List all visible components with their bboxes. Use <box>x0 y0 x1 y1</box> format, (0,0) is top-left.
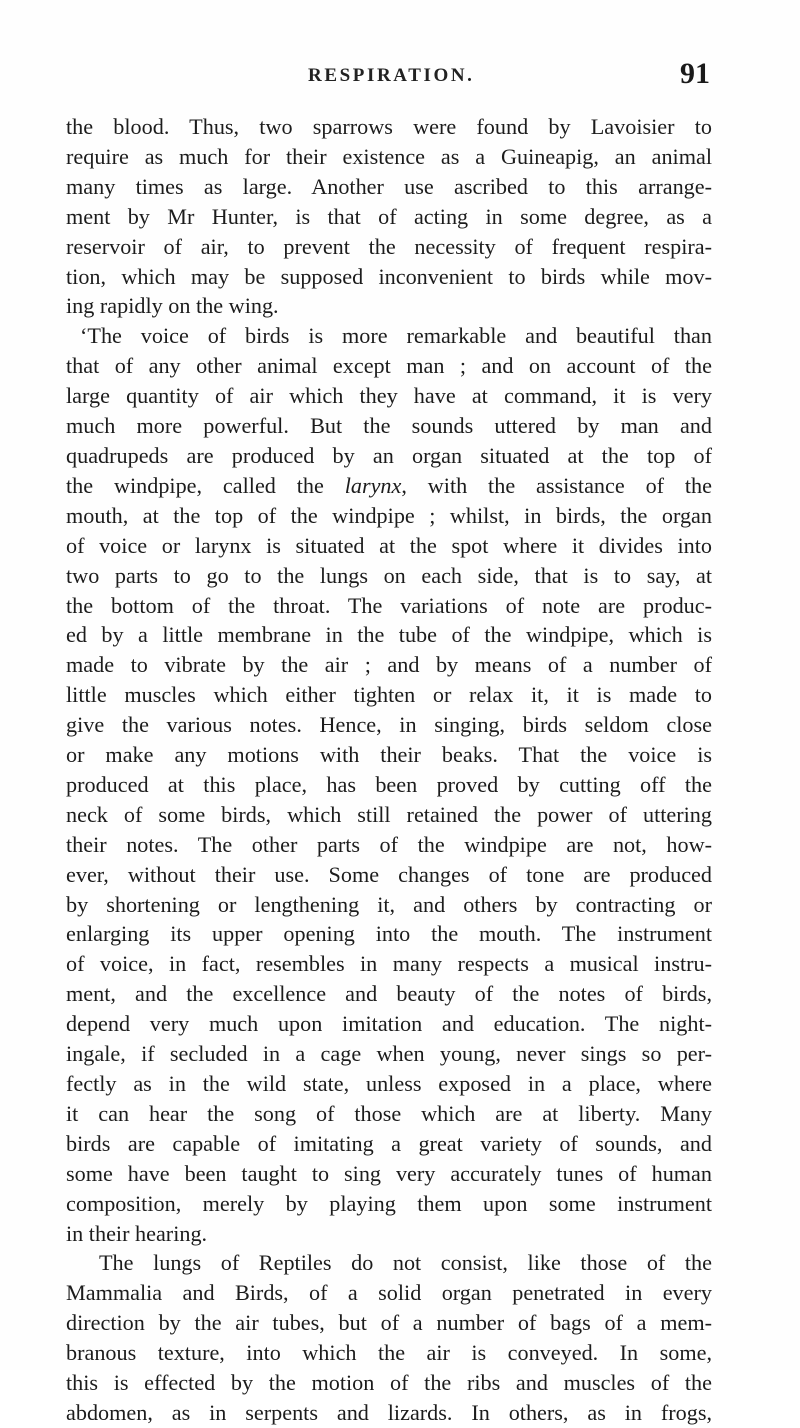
text-line: of voice or larynx is situated at the spot where it divides into <box>66 532 712 558</box>
body-text <box>66 112 712 1428</box>
text-line: the bottom of the throat. The variations of note are produc- <box>66 592 712 618</box>
text-line: reservoir of air, to prevent the necessity of frequent respira- <box>66 233 712 259</box>
text-line: ment, and the excellence and beauty of the notes of birds, <box>66 981 712 1007</box>
text-line: Mammalia and Birds, of a solid organ penetrated in every <box>66 1280 712 1306</box>
text-line: quadrupeds are produced by an organ situated at the top of <box>66 442 712 468</box>
text-line: much more powerful. But the sounds uttered by man and <box>66 413 712 439</box>
text-line: some have been taught to sing very accurately tunes of human <box>66 1160 712 1186</box>
running-title: RESPIRATION. <box>308 65 475 86</box>
text-line: tion, which may be supposed inconvenient to birds while mov- <box>66 263 712 289</box>
text-line: neck of some birds, which still retained the power of uttering <box>66 801 712 827</box>
text-line: it can hear the song of those which are at liberty. Many <box>66 1100 712 1126</box>
text-line: mouth, at the top of the windpipe ; whilst, in birds, the organ <box>66 502 712 528</box>
text-line: in their hearing. <box>66 1220 208 1246</box>
text-line: by shortening or lengthening it, and others by contracting or <box>66 891 712 917</box>
text-line: fectly as in the wild state, unless exposed in a place, where <box>66 1071 712 1096</box>
text-line: direction by the air tubes, but of a number of bags of a mem- <box>66 1310 712 1336</box>
text-line: or make any motions with their beaks. That the voice is <box>66 742 712 768</box>
text-line: ed by a little membrane in the tube of the windpipe, which is <box>66 622 712 648</box>
text-line: of voice, in fact, resembles in many respects a musical instru- <box>66 951 712 977</box>
italic-term: larynx <box>344 472 402 498</box>
text-line: the windpipe, called the larynx, with the assistance of the <box>66 472 712 498</box>
text-line: their notes. The other parts of the windpipe are not, how- <box>66 831 712 857</box>
text-line: ever, without their use. Some changes of tone are produced <box>66 861 712 887</box>
text-line: depend very much upon imitation and education. The night- <box>66 1011 712 1037</box>
text-line: The lungs of Reptiles do not consist, like those of the <box>99 1250 712 1276</box>
text-line: require as much for their existence as a Guineapig, an animal <box>66 143 712 169</box>
text-line: made to vibrate by the air ; and by means of a number of <box>66 652 712 678</box>
text-line: many times as large. Another use ascribed to this arrange- <box>66 173 712 199</box>
text-line: ‘The voice of birds is more remarkable and beautiful than <box>80 323 712 349</box>
text-line: ing rapidly on the wing. <box>66 293 279 319</box>
text-line: the blood. Thus, two sparrows were found by Lavoisier to <box>66 114 712 139</box>
text-line: enlarging its upper opening into the mouth. The instrument <box>66 921 712 947</box>
text-line: ment by Mr Hunter, is that of acting in some degree, as a <box>66 203 712 229</box>
text-line: little muscles which either tighten or relax it, it is made to <box>66 682 712 708</box>
text-line: two parts to go to the lungs on each side, that is to say, at <box>66 562 712 588</box>
text-line: birds are capable of imitating a great variety of sounds, and <box>66 1130 712 1156</box>
text-line: large quantity of air which they have at command, it is very <box>66 383 712 409</box>
page-number: 91 <box>680 57 710 90</box>
text-line: produced at this place, has been proved by cutting off the <box>66 771 712 797</box>
text-line: branous texture, into which the air is conveyed. In some, <box>66 1340 712 1366</box>
text-line: abdomen, as in serpents and lizards. In others, as in frogs, <box>66 1399 712 1425</box>
text-line: this is effected by the motion of the ribs and muscles of the <box>66 1370 712 1396</box>
running-header <box>0 57 800 104</box>
text-line: that of any other animal except man ; and on account of the <box>66 353 712 379</box>
text-line: ingale, if secluded in a cage when young, never sings so per- <box>66 1041 712 1067</box>
text-line: composition, merely by playing them upon some instrument <box>66 1190 712 1216</box>
text-line: give the various notes. Hence, in singing, birds seldom close <box>66 712 712 738</box>
